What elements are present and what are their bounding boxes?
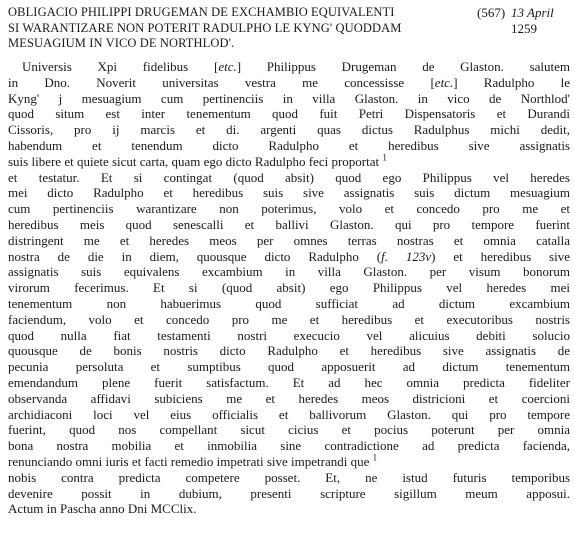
body-line: et testatur. Et si contingat (quod absit) quod ego Philippus vel heredes — [8, 169, 570, 185]
body-line: quod situm est inter tenementum quod fuit Petri Dispensatoris et Durandi — [8, 106, 570, 122]
heading-line: MESUAGIUM IN VICO DE NORTHLOD'. — [8, 36, 235, 50]
body-line: nostra de die in diem, quousque dicto Radulpho (f. 123v) et heredibus sive — [8, 248, 571, 264]
body-line: heredibus meis quod senescalli et ballivi Glaston. qui pro tempore fuerint — [8, 216, 570, 232]
body-line: Universis Xpi fidelibus [etc.] Philippus Drugeman de Glaston. salutem — [22, 59, 571, 74]
heading-line: SI WARANTIZARE NON POTERIT RADULPHO LE KYNG' QUODDAM — [8, 20, 402, 35]
body-line: Actum in Pascha anno Dni MCClix. — [8, 501, 197, 517]
body-line — [8, 154, 570, 170]
document-body — [8, 59, 570, 517]
body-line: cum pertinenciis warantizare non poterimus, volo et concedo pro me et — [8, 201, 570, 217]
body-line: quousque de bonis nostris dicto Radulpho et heredibus sive assignatis de — [8, 343, 570, 359]
document-date — [511, 5, 554, 36]
body-line: Kyng' j mesuagium cum pertinenciis in villa Glaston. in vico de Northlod' — [8, 90, 570, 106]
document-number: (567) — [477, 5, 506, 20]
body-line: faciendum, volo et concedo pro me et heredibus et executoribus nostris — [8, 311, 570, 327]
footnote-mark: 1 — [382, 152, 387, 163]
body-line: habendum et tenendum dicto Radulpho et heredibus sive assignatis — [8, 137, 570, 153]
body-line: nobis contra predicta competere posset. Et, ne istud futuris temporibus — [8, 469, 570, 485]
footnote-mark: 1 — [372, 452, 378, 463]
body-line: tenementum non habuerimus quod sufficiat ad dictum excambium — [8, 295, 570, 311]
body-line — [8, 454, 570, 470]
body-line: pecunia persoluta et sumptibus quod apposuerit ad dictum tenementum — [8, 359, 570, 375]
body-line: virorum fecerimus. Et si (quod absit) ego Philippus vel heredes mei — [8, 280, 570, 296]
body-line: devenire possit in dubium, presenti scripture sigillum meum apposui. — [8, 485, 570, 501]
body-line: archidiaconi loci vel eius officialis et ballivorum Glaston. qui pro tempore — [8, 406, 570, 422]
body-line: quod nulla fiat testamenti nostri execucio vel alicuius debiti solucio — [8, 327, 570, 343]
body-line: mei dicto Radulpho et heredibus suis sive assignatis suis dictum mesuagium — [8, 185, 570, 201]
body-line: emendandum plene fuerit satisfactum. Et ad hec omnia predicta fideliter — [8, 374, 570, 390]
body-line: distringent me et heredes meos per omnes terras nostras et omnia catalla — [8, 232, 570, 248]
body-line-text: suis libere et quiete sicut carta, quam ego dicto Radulpho feci proportat — [8, 153, 380, 169]
body-line: assignatis suis equivalens excambium in villa Glaston. per visum bonorum — [8, 264, 570, 280]
document-heading — [8, 5, 463, 52]
date-year: 1259 — [511, 20, 537, 36]
body-line: bona nostra mobilia et inmobilia sine contradictione ad predicta facienda, — [8, 438, 570, 454]
heading-line: OBLIGACIO PHILIPPI DRUGEMAN DE EXCHAMBIO EQUIVALENTI — [8, 5, 395, 19]
body-line: fuerint, quod nos compellant sicut cicius et pocius poterunt per omnia — [8, 422, 570, 438]
body-line: in Dno. Noverit universitas vestra me concessisse [etc.] Radulpho le — [8, 74, 570, 90]
body-line: observanda affidavi subiciens me et heredes meos districioni et coercioni — [8, 390, 570, 406]
body-line-text: renunciando omni iuris et facti remedio impetrati sive impetrandi que — [8, 453, 370, 469]
date-day-month: 13 April — [511, 5, 554, 20]
body-line: Cissoris, pro ij marcis et di. argenti quas dictus Radulphus michi dedit, — [8, 122, 570, 138]
